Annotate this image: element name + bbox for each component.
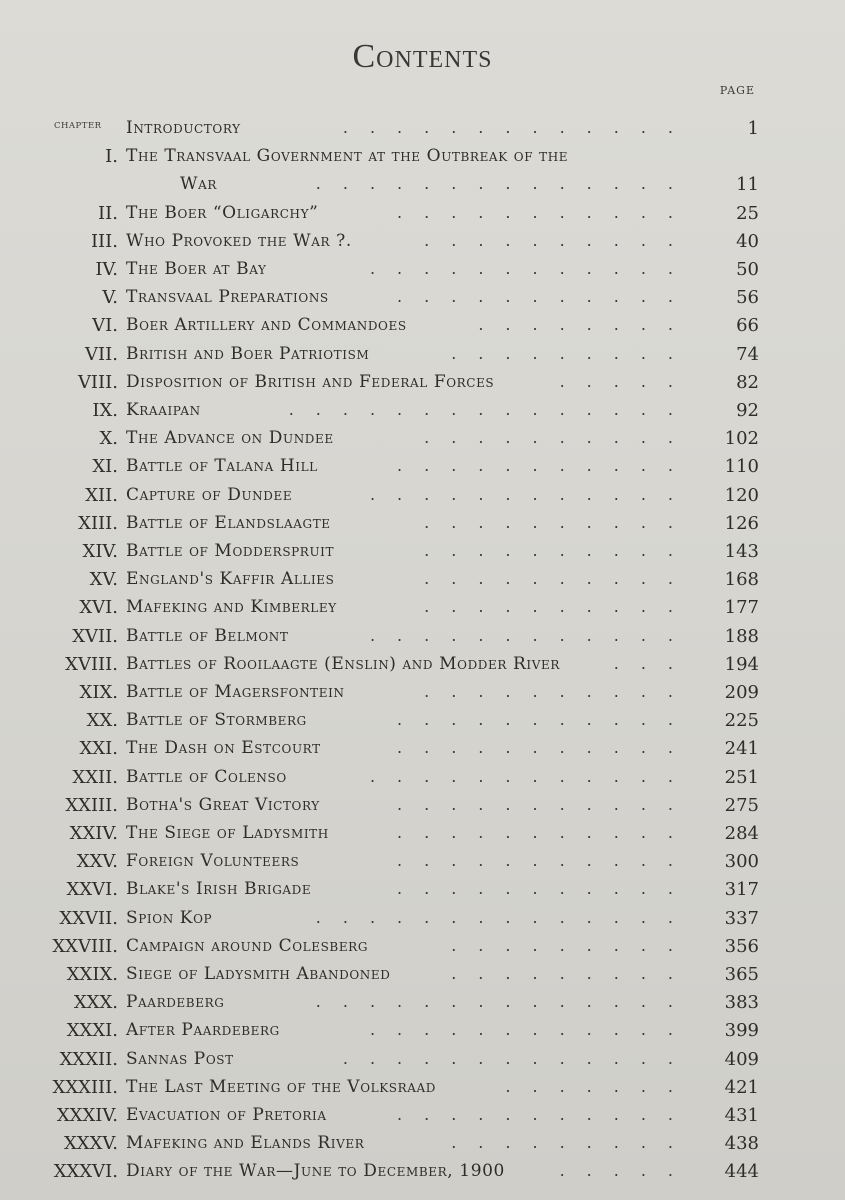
- toc-entry: [0, 456, 845, 484]
- toc-entry: [0, 710, 845, 738]
- leader-dots: ..............: [315, 174, 695, 194]
- chapter-title: Paardeberg: [126, 992, 225, 1013]
- toc-entry: [0, 287, 845, 315]
- chapter-number: XIII.: [78, 512, 118, 534]
- chapter-number: XXIII.: [65, 794, 118, 816]
- chapter-number: XVI.: [79, 597, 118, 619]
- leader-dots: ............: [369, 259, 695, 278]
- contents-heading: [0, 38, 845, 76]
- toc-entry: [0, 231, 845, 259]
- chapter-number: X.: [99, 428, 118, 450]
- leader-dots: .........: [451, 935, 695, 955]
- toc-entry: [0, 203, 845, 231]
- chapter-title: The Boer “Oligarchy”: [126, 202, 319, 223]
- page-number: 11: [736, 174, 759, 196]
- chapter-number: XIX.: [79, 682, 118, 703]
- chapter-title: Kraaipan: [126, 400, 201, 420]
- chapter-title: The Boer at Bay: [126, 259, 267, 279]
- page-number: 188: [724, 625, 759, 647]
- chapter-title: Blake's Irish Brigade: [126, 879, 312, 900]
- leader-dots: ...........: [397, 879, 695, 899]
- chapter-title: Battle of Modderspruit: [126, 541, 335, 561]
- chapter-title: The Transvaal Government at the Outbreak of the: [126, 146, 569, 167]
- chapter-number: XXXIV.: [56, 1105, 118, 1126]
- leader-dots: .........: [451, 343, 695, 363]
- leader-dots: ...........: [397, 202, 695, 222]
- leader-dots: ...........: [397, 823, 695, 842]
- page-number: 82: [736, 371, 759, 393]
- page-number: 241: [724, 738, 759, 760]
- page-number: 102: [724, 428, 759, 450]
- chapter-number: XXV.: [76, 851, 118, 873]
- leader-dots: ..........: [424, 569, 695, 589]
- leader-dots: ...........: [397, 456, 695, 476]
- chapter-title: Battle of Magersfontein: [126, 682, 345, 702]
- chapter-number: XXXII.: [59, 1048, 118, 1070]
- chapter-number: XXXI.: [66, 1020, 118, 1042]
- chapter-number: XII.: [85, 484, 118, 506]
- chapter-title: The Advance on Dundee: [126, 428, 334, 449]
- page-number: 110: [724, 456, 759, 478]
- contents-heading-text: Contents: [352, 38, 493, 75]
- leader-dots: ...........: [397, 851, 695, 871]
- toc-entry: [0, 1077, 845, 1105]
- toc-entry: [0, 1020, 845, 1048]
- chapter-number: IV.: [95, 259, 118, 280]
- toc-entry: [0, 936, 845, 964]
- chapter-title: Diary of the War—June to December, 1900: [126, 1161, 505, 1182]
- leader-dots: .........: [451, 1133, 695, 1153]
- page-number: 1: [747, 118, 759, 139]
- chapter-number: XXXV.: [63, 1133, 118, 1155]
- chapter-title: Battle of Stormberg: [126, 710, 307, 731]
- leader-dots: ...........: [397, 287, 695, 307]
- chapter-title: Introductory: [126, 118, 241, 138]
- page-number: 66: [736, 315, 759, 337]
- toc-entry: [0, 1049, 845, 1077]
- page-number: 225: [724, 710, 759, 732]
- chapter-number: XXVIII.: [52, 935, 118, 957]
- toc-entry: [0, 654, 845, 682]
- toc-entry: [0, 851, 845, 879]
- chapter-number: XI.: [92, 456, 118, 478]
- chapter-title: Botha's Great Victory: [126, 794, 320, 815]
- page-number: 300: [724, 851, 759, 873]
- chapter-title: Mafeking and Kimberley: [126, 597, 337, 618]
- page-number: 126: [724, 512, 759, 534]
- toc-entry: [0, 1133, 845, 1161]
- chapter-number: XVIII.: [65, 653, 118, 675]
- toc-entry: [0, 146, 845, 174]
- page-number: 337: [724, 907, 759, 929]
- leader-dots: .........: [451, 964, 695, 983]
- leader-dots: .......: [505, 1076, 695, 1096]
- page-number: 92: [736, 400, 759, 421]
- leader-dots: ..........: [424, 597, 695, 617]
- chapter-number: XX.: [86, 710, 118, 732]
- page-number: 209: [724, 682, 759, 703]
- toc-entry: [0, 908, 845, 936]
- leader-dots: .....: [559, 371, 695, 391]
- chapter-title: Transvaal Preparations: [126, 287, 329, 308]
- page-number: 383: [724, 992, 759, 1014]
- leader-dots: ...........: [397, 1105, 695, 1124]
- toc-entry: [0, 569, 845, 597]
- leader-dots: ..........: [424, 428, 695, 448]
- chapter-title: Spion Kop: [126, 907, 213, 928]
- leader-dots: ...........: [397, 738, 695, 758]
- leader-dots: ............: [369, 766, 695, 786]
- chapter-title: Battle of Talana Hill: [126, 456, 318, 477]
- toc-entry: [0, 1161, 845, 1189]
- chapter-number: XXIX.: [66, 964, 118, 985]
- chapter-number: XXVII.: [59, 907, 118, 929]
- toc-entry: [0, 682, 845, 710]
- chapter-title: The Siege of Ladysmith: [126, 823, 329, 843]
- chapter-number: VII.: [85, 343, 118, 365]
- toc-entry: [0, 992, 845, 1020]
- chapter-number: XXII.: [72, 766, 118, 788]
- leader-dots: ..........: [424, 682, 695, 701]
- chapter-number: VI.: [92, 315, 118, 337]
- page-number: 409: [724, 1048, 759, 1070]
- chapter-title: Battle of Colenso: [126, 766, 287, 787]
- leader-dots: ...........: [397, 710, 695, 730]
- chapter-title: Evacuation of Pretoria: [126, 1105, 327, 1125]
- chapter-number: I.: [105, 146, 118, 168]
- chapter-title: Battle of Elandslaagte: [126, 512, 331, 533]
- chapter-title: The Last Meeting of the Volksraad: [126, 1076, 436, 1097]
- leader-dots: ..........: [424, 230, 695, 250]
- leader-dots: ..............: [315, 992, 695, 1012]
- leader-dots: ............: [369, 625, 695, 645]
- leader-dots: ...: [613, 653, 695, 673]
- toc-entry: [0, 344, 845, 372]
- page-number: 177: [724, 597, 759, 619]
- page-number: 25: [736, 202, 759, 224]
- toc-entry: [0, 738, 845, 766]
- toc-entry: [0, 795, 845, 823]
- chapter-title: Sannas Post: [126, 1048, 234, 1069]
- toc-entry: [0, 964, 845, 992]
- chapter-title: England's Kaffir Allies: [126, 569, 335, 590]
- leader-dots: ........: [478, 315, 695, 335]
- chapter-title: Siege of Ladysmith Abandoned: [126, 964, 391, 984]
- chapter-number: IX.: [92, 400, 118, 421]
- page-number: 431: [724, 1105, 759, 1126]
- toc-entry: [0, 400, 845, 428]
- chapter-title: Mafeking and Elands River: [126, 1133, 365, 1154]
- leader-dots: ..........: [424, 541, 695, 560]
- page-number: 438: [724, 1133, 759, 1155]
- page-number: 56: [736, 287, 759, 309]
- leader-dots: ............: [369, 484, 695, 504]
- chapter-number: II.: [98, 202, 118, 224]
- chapter-title: The Dash on Estcourt: [126, 738, 321, 759]
- chapter-title: War: [180, 174, 217, 195]
- page-number: 40: [736, 230, 759, 252]
- leader-dots: .....: [559, 1161, 695, 1181]
- toc-entry: [0, 259, 845, 287]
- toc-entry: [0, 372, 845, 400]
- page-number: 365: [724, 964, 759, 985]
- chapter-title: Campaign around Colesberg: [126, 935, 368, 956]
- chapter-number: III.: [90, 230, 118, 252]
- toc-entry: [0, 597, 845, 625]
- page-number: 168: [724, 569, 759, 591]
- page-number: 74: [736, 343, 759, 365]
- page-number: 50: [736, 259, 759, 280]
- page-number: 143: [724, 541, 759, 562]
- chapter-number: XXI.: [79, 738, 118, 760]
- toc-entry: [0, 315, 845, 343]
- toc-entry: [0, 118, 845, 146]
- leader-dots: .............: [342, 118, 695, 137]
- leader-dots: ...........: [397, 794, 695, 814]
- chapter-title: Boer Artillery and Commandoes: [126, 315, 407, 336]
- chapter-title: Disposition of British and Federal Forces: [126, 371, 495, 392]
- chapter-column-label: CHAPTER: [54, 121, 102, 131]
- page-column-label: PAGE: [719, 84, 755, 97]
- chapter-title: Capture of Dundee: [126, 484, 293, 505]
- page-number: 194: [724, 653, 759, 675]
- toc-entry: [0, 823, 845, 851]
- page-number: 317: [724, 879, 759, 901]
- page-number: 251: [724, 766, 759, 788]
- toc-entry: [0, 541, 845, 569]
- page-number: 120: [724, 484, 759, 506]
- toc-entry: [0, 767, 845, 795]
- chapter-number: XXX.: [73, 992, 118, 1014]
- toc-entry: [0, 1105, 845, 1133]
- leader-dots: .............: [342, 1048, 695, 1068]
- chapter-number: XXXIII.: [52, 1076, 118, 1098]
- chapter-title: British and Boer Patriotism: [126, 343, 370, 364]
- leader-dots: ...............: [288, 400, 695, 419]
- toc-entry: [0, 485, 845, 513]
- chapter-title: Battles of Rooilaagte (Enslin) and Modder River: [126, 653, 561, 674]
- toc-entry: [0, 174, 845, 202]
- page-number: 444: [724, 1161, 759, 1183]
- leader-dots: ..............: [315, 907, 695, 927]
- leader-dots: ............: [369, 1020, 695, 1040]
- chapter-number: V.: [102, 287, 118, 309]
- toc-entry: [0, 513, 845, 541]
- leader-dots: ..........: [424, 512, 695, 532]
- chapter-number: XXVI.: [66, 879, 118, 901]
- toc-entry: [0, 428, 845, 456]
- page-number: 356: [724, 935, 759, 957]
- chapter-title: Battle of Belmont: [126, 625, 289, 646]
- page-number: 284: [724, 823, 759, 844]
- page-number: 275: [724, 794, 759, 816]
- page-number: 399: [724, 1020, 759, 1042]
- chapter-title: Who Provoked the War ?.: [126, 230, 352, 251]
- toc-entry: [0, 879, 845, 907]
- chapter-title: After Paardeberg: [126, 1020, 280, 1041]
- chapter-number: XXIV.: [69, 823, 118, 844]
- chapter-number: XIV.: [82, 541, 118, 562]
- chapter-number: XXXVI.: [53, 1161, 118, 1183]
- chapter-number: XV.: [89, 569, 118, 591]
- chapter-number: XVII.: [72, 625, 118, 647]
- page-number: 421: [724, 1076, 759, 1098]
- chapter-number: VIII.: [77, 371, 118, 393]
- chapter-title: Foreign Volunteers: [126, 851, 300, 872]
- toc-entry: [0, 626, 845, 654]
